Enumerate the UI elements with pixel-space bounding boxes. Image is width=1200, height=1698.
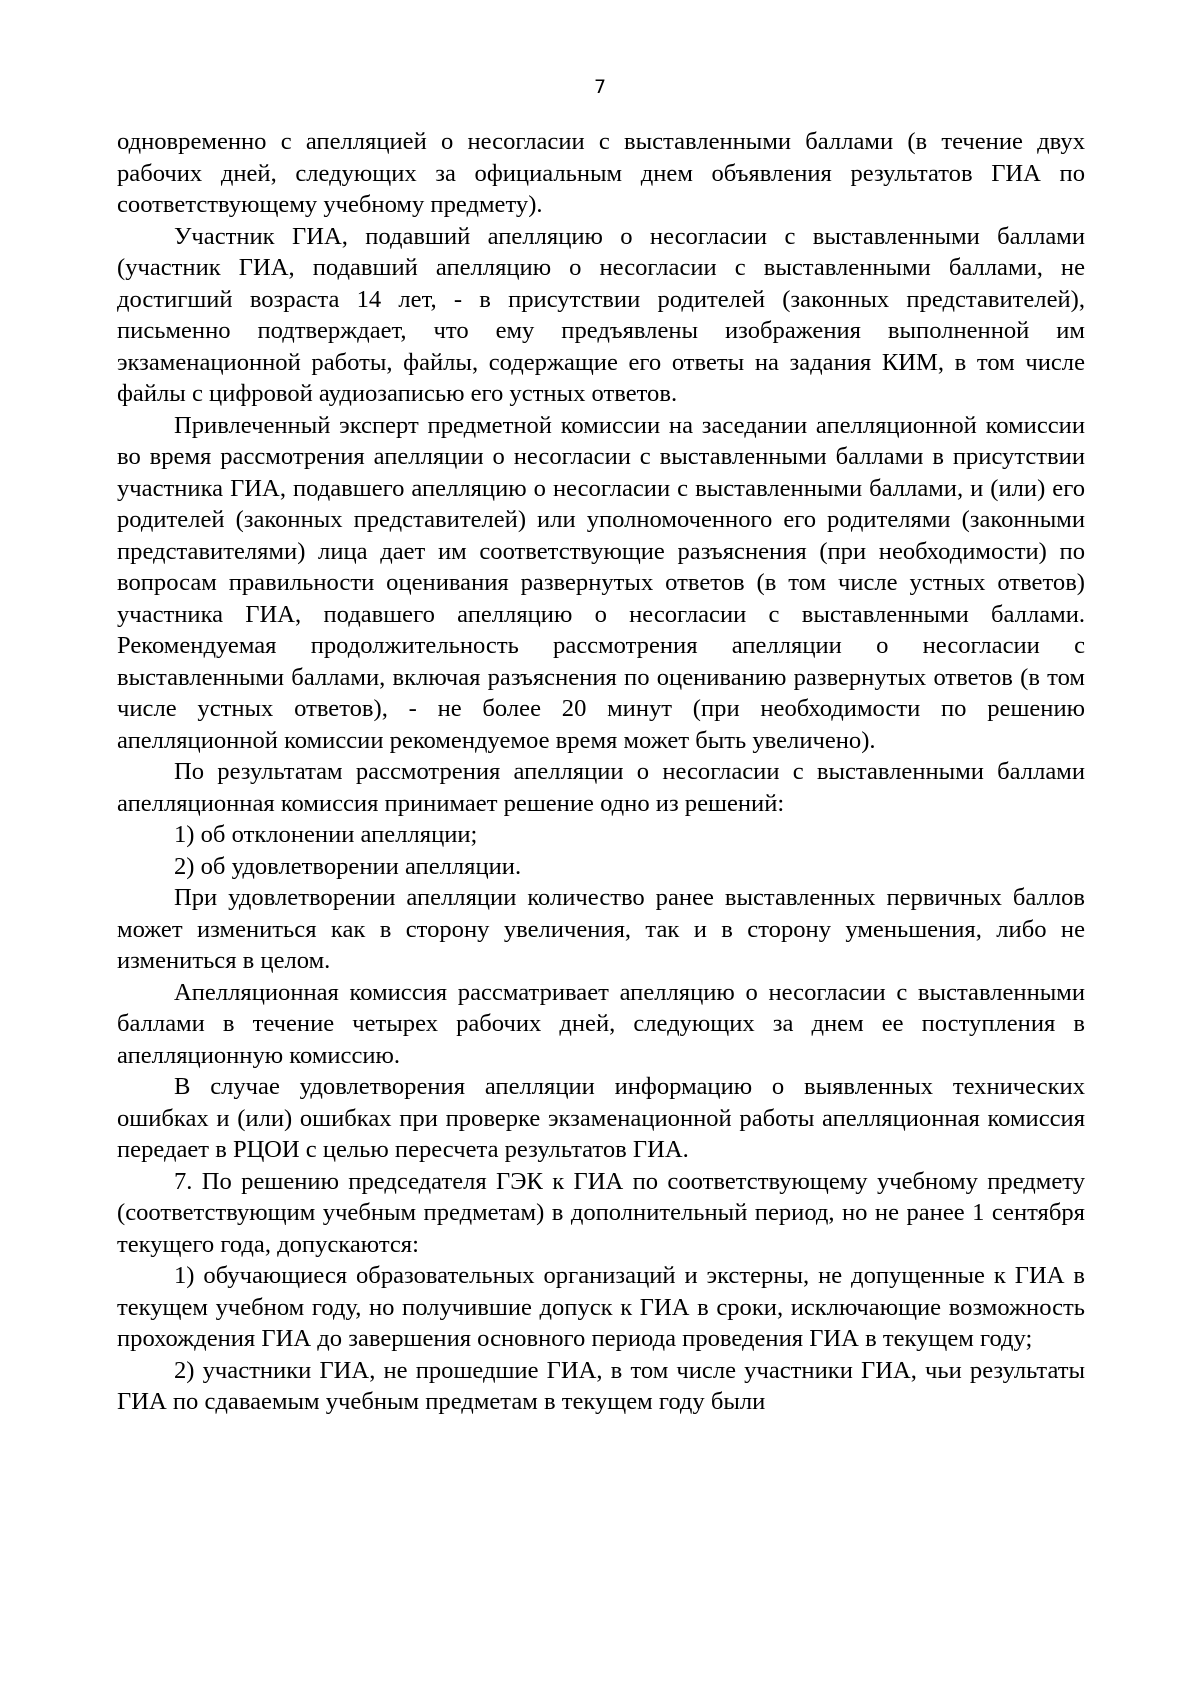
paragraph-score-change: При удовлетворении апелляции количество ранее выставленных первичных баллов может измениться как в сторону увеличения, так и в сторону уменьшения, либо не измениться в целом. [117,884,1085,974]
list-item-satisfaction: 2) об удовлетворении апелляции. [174,852,522,880]
page-number: 7 [593,76,607,98]
paragraph-item-7: 7. По решению председателя ГЭК к ГИА по соответствующему учебному предмету (соответствующим учебным предметам) в дополнительный период, но не ранее 1 сентября текущего года, допускаются: [117,1167,1085,1258]
paragraph-expert-explanations: Привлеченный эксперт предметной комиссии на заседании апелляционной комиссии во время рассмотрения апелляции о несогласии с выставленными баллами в присутствии участника ГИА, подавшего апелляцию о несогласии с выставленными баллами, и (или) его родителей (законных представителей) или уполномоченного его родителями (законными представителями) лица дает им соответствующие разъяснения (при необходимости) по вопросам правильности оценивания развернутых ответов (в том числе устных ответов) участника ГИА, подавшего апелляцию о несогласии с выставленными баллами. Рекомендуемая продолжительность рассмотрения апелляции о несогласии с выставленными баллами, включая разъяснения по оцениванию развернутых ответов (в том числе устных ответов), - не более 20 минут (при необходимости по решению апелляционной комиссии рекомендуемое время может быть увеличено). [117,411,1085,754]
list-item-rejection: 1) об отклонении апелляции; [174,821,478,848]
list-item-participants-failed: 2) участники ГИА, не прошедшие ГИА, в том числе участники ГИА, чьи результаты ГИА по сдаваемым учебным предметам в текущем году были [117,1356,1085,1415]
paragraph-commission-decision: По результатам рассмотрения апелляции о несогласии с выставленными баллами апелляционная комиссия принимает решение одно из решений: [117,758,1085,817]
paragraph-participant-confirmation: Участник ГИА, подавший апелляцию о несогласии с выставленными баллами (участник ГИА, подавший апелляцию о несогласии с выставленными баллами, не достигший возраста 14 лет, - в присутствии родителей (законных представителей), письменно подтверждает, что ему предъявлены изображения выполненной им экзаменационной работы, файлы, содержащие его ответы на задания КИМ, в том числе файлы с цифровой аудиозаписью его устных ответов. [117,222,1085,407]
list-item-students-externs: 1) обучающиеся образовательных организаций и экстерны, не допущенные к ГИА в текущем учебном году, но получившие допуск к ГИА в сроки, исключающие возможность прохождения ГИА до завершения основного периода проведения ГИА в текущем году; [117,1262,1085,1352]
document-body [117,126,1085,1418]
paragraph-continuation: одновременно с апелляцией о несогласии с выставленными баллами (в течение двух рабочих дней, следующих за официальным днем объявления результатов ГИА по соответствующему учебному предмету). [117,128,1085,218]
paragraph-error-transfer: В случае удовлетворения апелляции информацию о выявленных технических ошибках и (или) ошибках при проверке экзаменационной работы апелляционная комиссия передает в РЦОИ с целью пересчета результатов ГИА. [117,1073,1085,1163]
paragraph-review-period: Апелляционная комиссия рассматривает апелляцию о несогласии с выставленными баллами в течение четырех рабочих дней, следующих за днем ее поступления в апелляционную комиссию. [117,978,1085,1069]
